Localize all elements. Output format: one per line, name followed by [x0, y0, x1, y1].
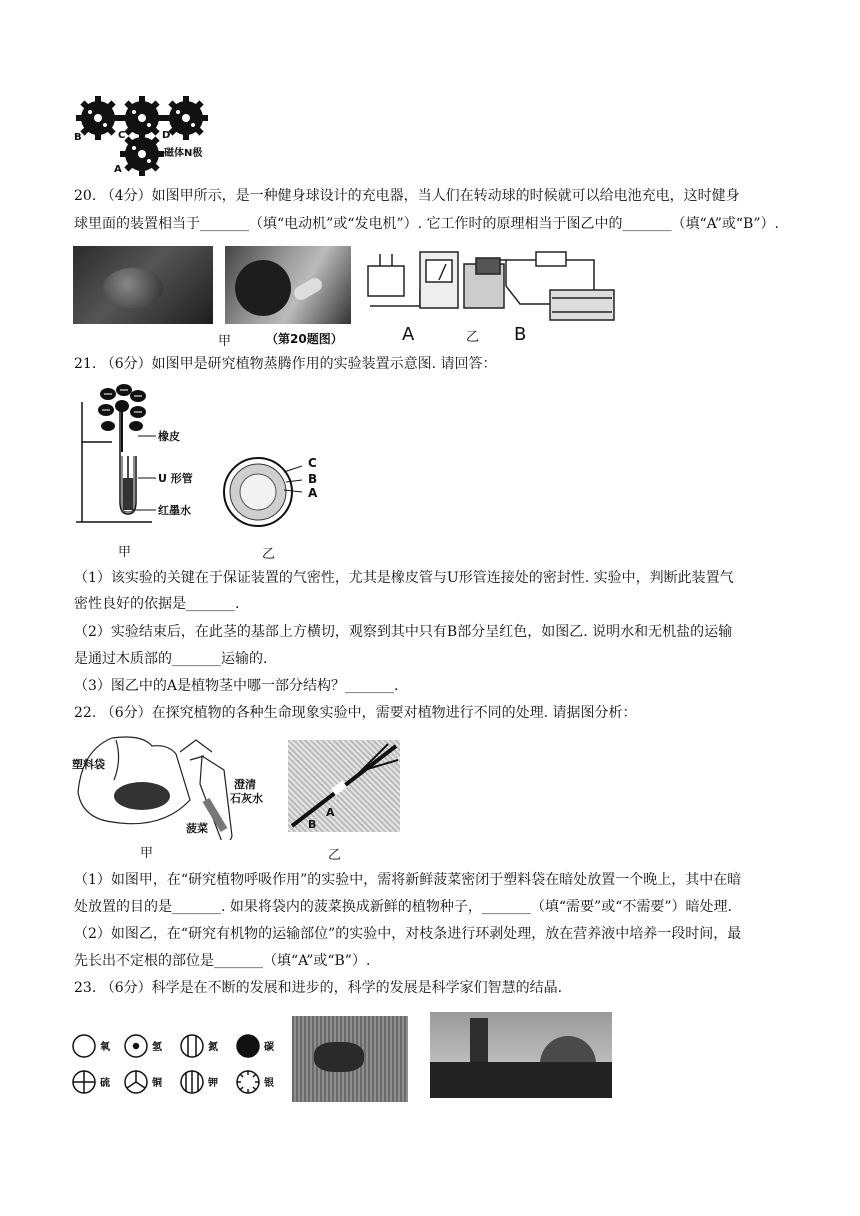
- red-ink-label: 红墨水: [158, 504, 191, 517]
- gear-magnets-diagram: [72, 94, 232, 176]
- gear-label-c: C: [118, 130, 126, 141]
- stem-section-diagram: [222, 452, 302, 532]
- symbol-label-hydrogen: 氢: [152, 1042, 162, 1053]
- q20-figure-caption: （第20题图）: [266, 332, 343, 346]
- q23-stem: 23. （6分）科学是在不断的发展和进步的，科学的发展是科学家们智慧的结晶.: [74, 980, 563, 996]
- q21-label-jia: 甲: [118, 545, 132, 560]
- scientist-experiment-photo: [292, 1016, 408, 1102]
- branch-diagram: [288, 740, 400, 832]
- figure-22-girdled-branch: [288, 740, 400, 832]
- figure-21-stem-cross-section: [222, 452, 332, 532]
- magnet-n-label: 磁体N极: [164, 148, 203, 159]
- figure-21-transpiration-setup: [72, 382, 212, 530]
- q22-p2-line2: 先长出不定根的部位是_______（填“A”或“B”）.: [74, 953, 371, 969]
- q20-line1: 20. （4分）如图甲所示，是一种健身球设计的充电器，当人们在转动球的时候就可以给电池充电，这时健身: [74, 188, 740, 204]
- q21-label-yi: 乙: [262, 547, 276, 562]
- q20-label-a: A: [402, 324, 415, 345]
- figure-19-magnets: [72, 94, 232, 176]
- transpiration-apparatus: [72, 382, 212, 530]
- symbol-label-oxygen: 氧: [100, 1042, 110, 1053]
- q22-p1-line1: （1）如图甲，在“研究植物呼吸作用”的实验中，需将新鲜菠菜密闭于塑料袋在暗处放置一个晚上，其中在暗: [74, 872, 742, 888]
- symbol-label-potassium: 钾: [208, 1078, 218, 1089]
- q22-stem: 22. （6分）在探究植物的各种生命现象实验中，需要对植物进行不同的处理. 请据图分析：: [74, 705, 637, 721]
- symbol-label-copper: 铜: [152, 1078, 162, 1089]
- gear-label-d: D: [162, 130, 171, 141]
- laboratory-building-photo: [430, 1012, 612, 1098]
- q22-label-jia: 甲: [140, 846, 154, 861]
- branch-label-b: B: [308, 818, 317, 831]
- q21-p3: （3）图乙中的A是植物茎中哪一部分结构？_______.: [74, 678, 399, 694]
- limewater-label-1: 澄清: [234, 778, 256, 791]
- spinach-label: 菠菜: [186, 822, 208, 835]
- q21-p2-line2: 是通过木质部的_______运输的.: [74, 651, 268, 667]
- rubber-label: 橡皮: [158, 430, 180, 443]
- q21-p1-line2: 密性良好的依据是_______.: [74, 596, 240, 612]
- gear-label-b: B: [74, 132, 82, 143]
- q21-stem: 21. （6分）如图甲是研究植物蒸腾作用的实验装置示意图. 请回答：: [74, 356, 497, 372]
- q20-label-yi: 乙: [466, 330, 480, 345]
- figure-20-circuits: [360, 246, 620, 328]
- figure-22-respiration-setup: [72, 730, 268, 840]
- circuit-diagrams: [360, 246, 620, 328]
- section-label-c: C: [308, 456, 317, 470]
- q21-p1-line1: （1）该实验的关键在于保证装置的气密性，尤其是橡皮管与U形管连接处的密封性. 实验中，判断此装置气: [74, 570, 734, 586]
- branch-label-a: A: [326, 806, 335, 819]
- q20-label-jia: 甲: [218, 334, 232, 349]
- section-label-a: A: [308, 486, 318, 500]
- charger-photo: [225, 246, 351, 324]
- symbol-label-carbon: 碳: [264, 1042, 274, 1053]
- q22-p1-line2: 处放置的目的是_______. 如果将袋内的菠菜换成新鲜的植物种子，_______（填“需要”或“不需要”）暗处理.: [74, 899, 732, 915]
- u-tube-label: U 形管: [158, 472, 193, 485]
- q21-p2-line1: （2）实验结束后，在此茎的基部上方横切，观察到其中只有B部分呈红色，如图乙. 说明水和无机盐的运输: [74, 624, 733, 640]
- q20-label-b: B: [514, 324, 527, 345]
- symbol-label-nitrogen: 氮: [208, 1042, 218, 1053]
- gear-label-a: A: [114, 164, 122, 175]
- q22-label-yi: 乙: [328, 848, 342, 863]
- section-label-b: B: [308, 472, 318, 486]
- q20-line2: 球里面的装置相当于_______（填“电动机”或“发电机”）. 它工作时的原理相当于图乙中的_______（填“A”或“B”）.: [74, 216, 779, 232]
- limewater-label-2: 石灰水: [230, 792, 263, 805]
- plastic-bag-label: 塑料袋: [72, 758, 105, 771]
- q22-p2-line1: （2）如图乙，在“研究有机物的运输部位”的实验中，对枝条进行环剥处理，放在营养液中培养一段时间，最: [74, 926, 742, 942]
- symbol-label-silver: 银: [264, 1078, 274, 1089]
- figure-23-dalton-symbols: [70, 1030, 280, 1100]
- fitness-ball-photo: [73, 246, 213, 324]
- symbol-label-sulfur: 硫: [100, 1078, 110, 1089]
